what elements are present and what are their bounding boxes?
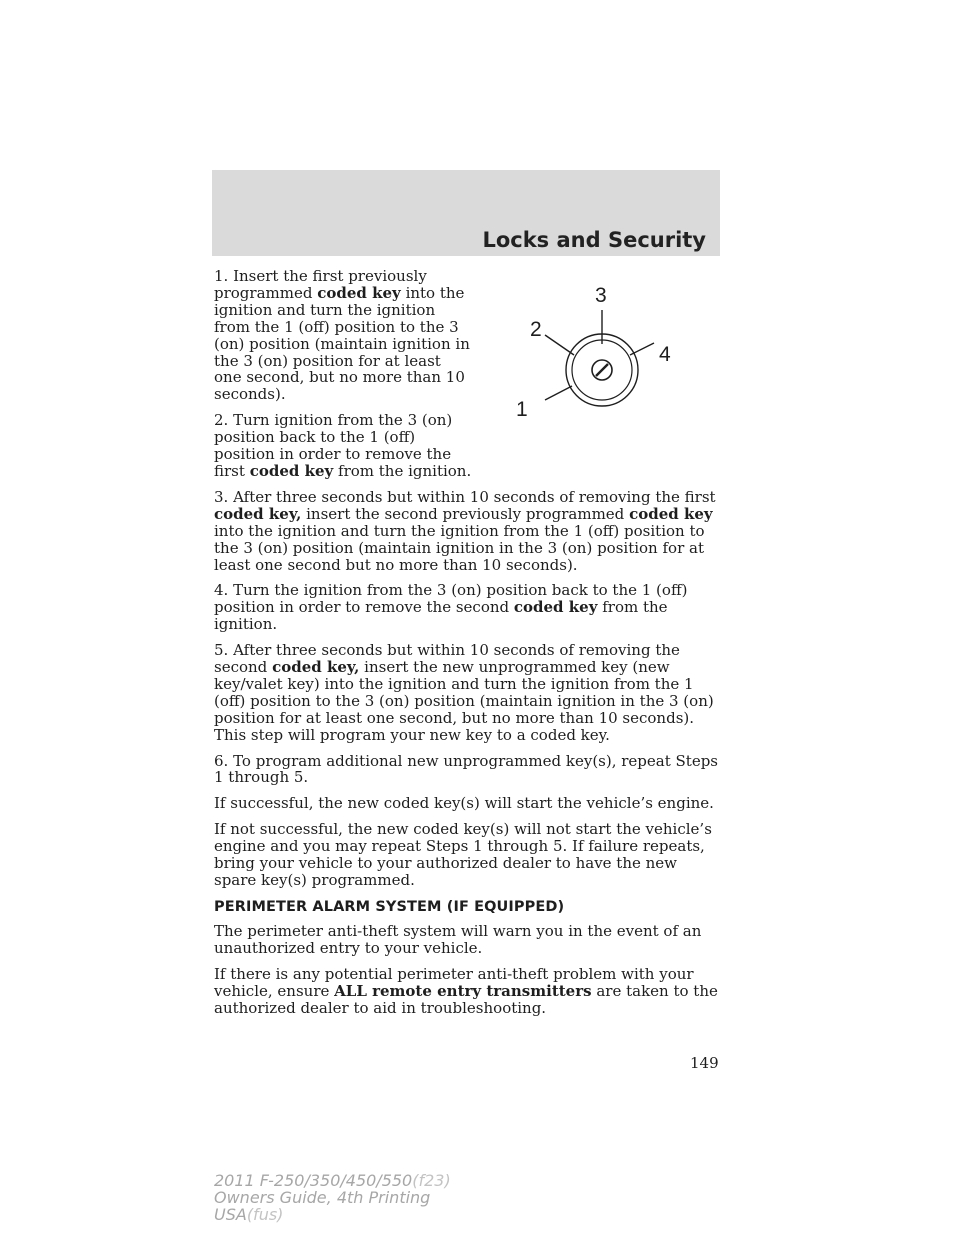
step-4: 4. Turn the ignition from the 3 (on) position back to the 1 (off) position in order to remove the second coded key from the ignition. <box>214 581 688 634</box>
footer-print-info: 2011 F-250/350/450/550(f23) Owners Guide, 4th Printing USA(fus) <box>214 1171 451 1224</box>
page-content <box>214 268 724 1025</box>
step-5: 5. After three seconds but within 10 seconds of removing the second coded key, insert the new unprogrammed key (new key/valet key) into the ignition and turn the ignition from the 1 (off) position to the 3 (on) position (maintain ignition in the 3 (on) position for at least one second, but no more than 10 seconds). This step will program your new key to a coded key. <box>214 641 714 744</box>
perimeter-alarm-heading: PERIMETER ALARM SYSTEM (IF EQUIPPED) <box>214 898 565 915</box>
position-label-4: 4 <box>659 343 671 366</box>
perimeter-paragraph-1: The perimeter anti-theft system will warn you in the event of an unauthorized entry to your vehicle. <box>214 921 702 957</box>
failure-note: If not successful, the new coded key(s) will not start the vehicle’s engine and you may repeat Steps 1 through 5. If failure repeats, bring your vehicle to your authorized dealer to have the new spare key(s) programmed. <box>214 820 712 889</box>
step-3: 3. After three seconds but within 10 seconds of removing the first coded key, insert the second previously programmed coded key into the ignition and turn the ignition from the 1 (off) position to the 3 (on) position (maintain ignition in the 3 (on) position for at least one second but no more than 10 seconds). <box>214 487 716 574</box>
section-title: Locks and Security <box>482 228 706 252</box>
step-2: 2. Turn ignition from the 3 (on) position back to the 1 (off) position in order to remove the first coded key from the ignition. <box>214 411 472 480</box>
perimeter-paragraph-2: If there is any potential perimeter anti-theft problem with your vehicle, ensure ALL remote entry transmitters are taken to the authorized dealer to aid in troubleshooting. <box>214 964 718 1017</box>
position-label-3: 3 <box>595 284 607 307</box>
position-label-2: 2 <box>530 318 542 341</box>
step-6: 6. To program additional new unprogrammed key(s), repeat Steps 1 through 5. <box>214 751 719 787</box>
section-header-band <box>212 170 720 256</box>
step-1: 1. Insert the first previously programmed coded key into the ignition and turn the ignition from the 1 (off) position to the 3 (on) position (maintain ignition in the 3 (on) position for at least one second, but no more than 10 seconds). <box>214 267 470 404</box>
success-note: If successful, the new coded key(s) will start the vehicle’s engine. <box>214 794 714 813</box>
position-label-1: 1 <box>516 398 528 421</box>
page-number: 149 <box>690 1054 719 1072</box>
